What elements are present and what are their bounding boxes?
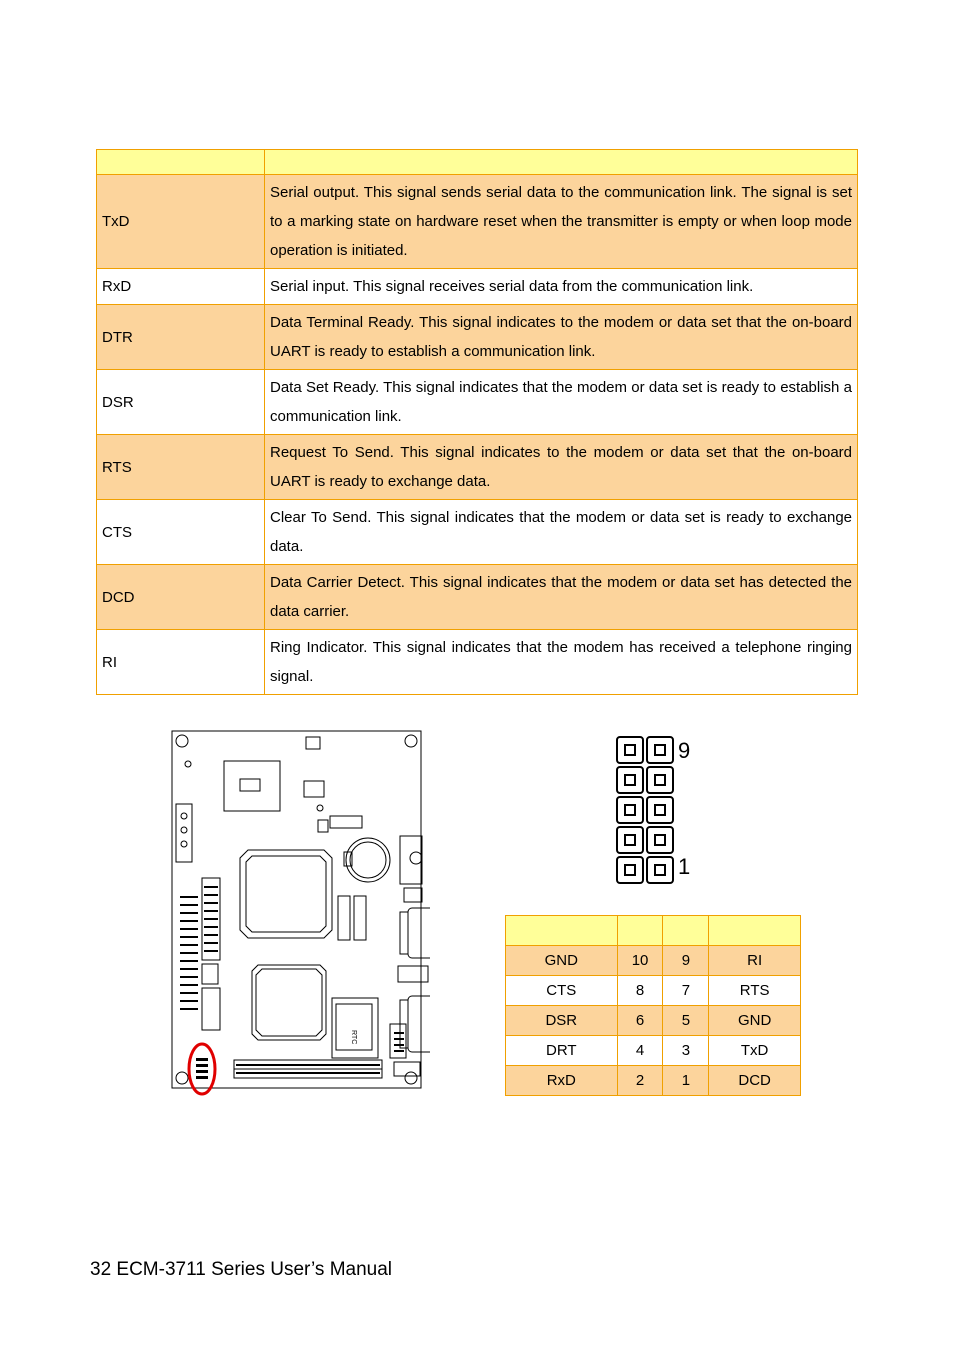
highlight-ellipse <box>189 1044 215 1094</box>
header-cell <box>617 916 663 946</box>
signal-description-table <box>96 149 858 695</box>
table-row <box>97 630 858 695</box>
pin-signal: RTS <box>709 976 801 1006</box>
signal-name: DTR <box>97 305 265 370</box>
mounting-hole <box>176 1072 188 1084</box>
pin-number: 3 <box>663 1036 709 1066</box>
table-row <box>97 175 858 269</box>
pin-number: 2 <box>617 1066 663 1096</box>
pin-signal: TxD <box>709 1036 801 1066</box>
serial-port <box>408 996 430 1052</box>
pin-number: 10 <box>617 946 663 976</box>
table-row <box>97 269 858 305</box>
pin-signal: GND <box>709 1006 801 1036</box>
signal-description: Serial input. This signal receives serial data from the communication link. <box>265 269 858 305</box>
table-header-row <box>97 150 858 175</box>
signal-name: RxD <box>97 269 265 305</box>
pin-number: 5 <box>663 1006 709 1036</box>
board-label: RTC <box>350 1030 357 1045</box>
pin-signal: RxD <box>506 1066 618 1096</box>
signal-name: CTS <box>97 500 265 565</box>
table-row <box>97 305 858 370</box>
cpu <box>240 850 332 938</box>
board-outline <box>172 731 421 1088</box>
pin-label-bottom: 1 <box>678 854 691 879</box>
table-header-row <box>506 916 801 946</box>
signal-name: TxD <box>97 175 265 269</box>
signal-name: RTS <box>97 435 265 500</box>
header-cell <box>663 916 709 946</box>
signal-description: Ring Indicator. This signal indicates that the modem has received a telephone ringing signal. <box>265 630 858 695</box>
battery <box>346 838 390 882</box>
mounting-hole <box>176 735 188 747</box>
header-cell <box>709 916 801 946</box>
table-row <box>97 500 858 565</box>
table-row <box>506 946 801 976</box>
signal-name: RI <box>97 630 265 695</box>
signal-description: Data Carrier Detect. This signal indicates that the modem or data set has detected the data carrier. <box>265 565 858 630</box>
mounting-hole <box>405 1072 417 1084</box>
table-row <box>97 435 858 500</box>
pin-number: 6 <box>617 1006 663 1036</box>
pin-signal: GND <box>506 946 618 976</box>
table-row <box>506 1066 801 1096</box>
page-footer: 32 ECM-3711 Series User’s Manual <box>90 1259 393 1280</box>
table-row <box>506 976 801 1006</box>
signal-name: DSR <box>97 370 265 435</box>
signal-description: Data Set Ready. This signal indicates that the modem or data set is ready to establish a communication link. <box>265 370 858 435</box>
chip <box>224 761 280 811</box>
pin-number: 1 <box>663 1066 709 1096</box>
pin-header-diagram <box>610 734 710 886</box>
pin-assignment-table <box>505 915 801 1096</box>
board-layout-diagram <box>168 728 430 1100</box>
chipset <box>252 965 326 1040</box>
signal-description: Request To Send. This signal indicates to the modem or data set that the on-board UART is ready to exchange data. <box>265 435 858 500</box>
pin-signal: DCD <box>709 1066 801 1096</box>
pin-number: 9 <box>663 946 709 976</box>
signal-description: Serial output. This signal sends serial data to the communication link. The signal is set to a marking state on hardware reset when the transmitter is empty or when loop mode operation is initiated. <box>265 175 858 269</box>
pin-label-top: 9 <box>678 738 691 763</box>
serial-port <box>408 908 430 958</box>
signal-description: Clear To Send. This signal indicates that the modem or data set is ready to exchange data. <box>265 500 858 565</box>
table-row <box>506 1006 801 1036</box>
mounting-hole <box>405 735 417 747</box>
table-row <box>506 1036 801 1066</box>
pin-number: 4 <box>617 1036 663 1066</box>
signal-description: Data Terminal Ready. This signal indicates to the modem or data set that the on-board UART is ready to establish a communication link. <box>265 305 858 370</box>
header-cell-description <box>265 150 858 175</box>
pin-signal: RI <box>709 946 801 976</box>
signal-name: DCD <box>97 565 265 630</box>
pin-signal: DRT <box>506 1036 618 1066</box>
header-cell-signal <box>97 150 265 175</box>
pin-signal: CTS <box>506 976 618 1006</box>
table-row <box>97 565 858 630</box>
header-cell <box>506 916 618 946</box>
pin-number: 7 <box>663 976 709 1006</box>
pin-number: 8 <box>617 976 663 1006</box>
pin-signal: DSR <box>506 1006 618 1036</box>
table-row <box>97 370 858 435</box>
